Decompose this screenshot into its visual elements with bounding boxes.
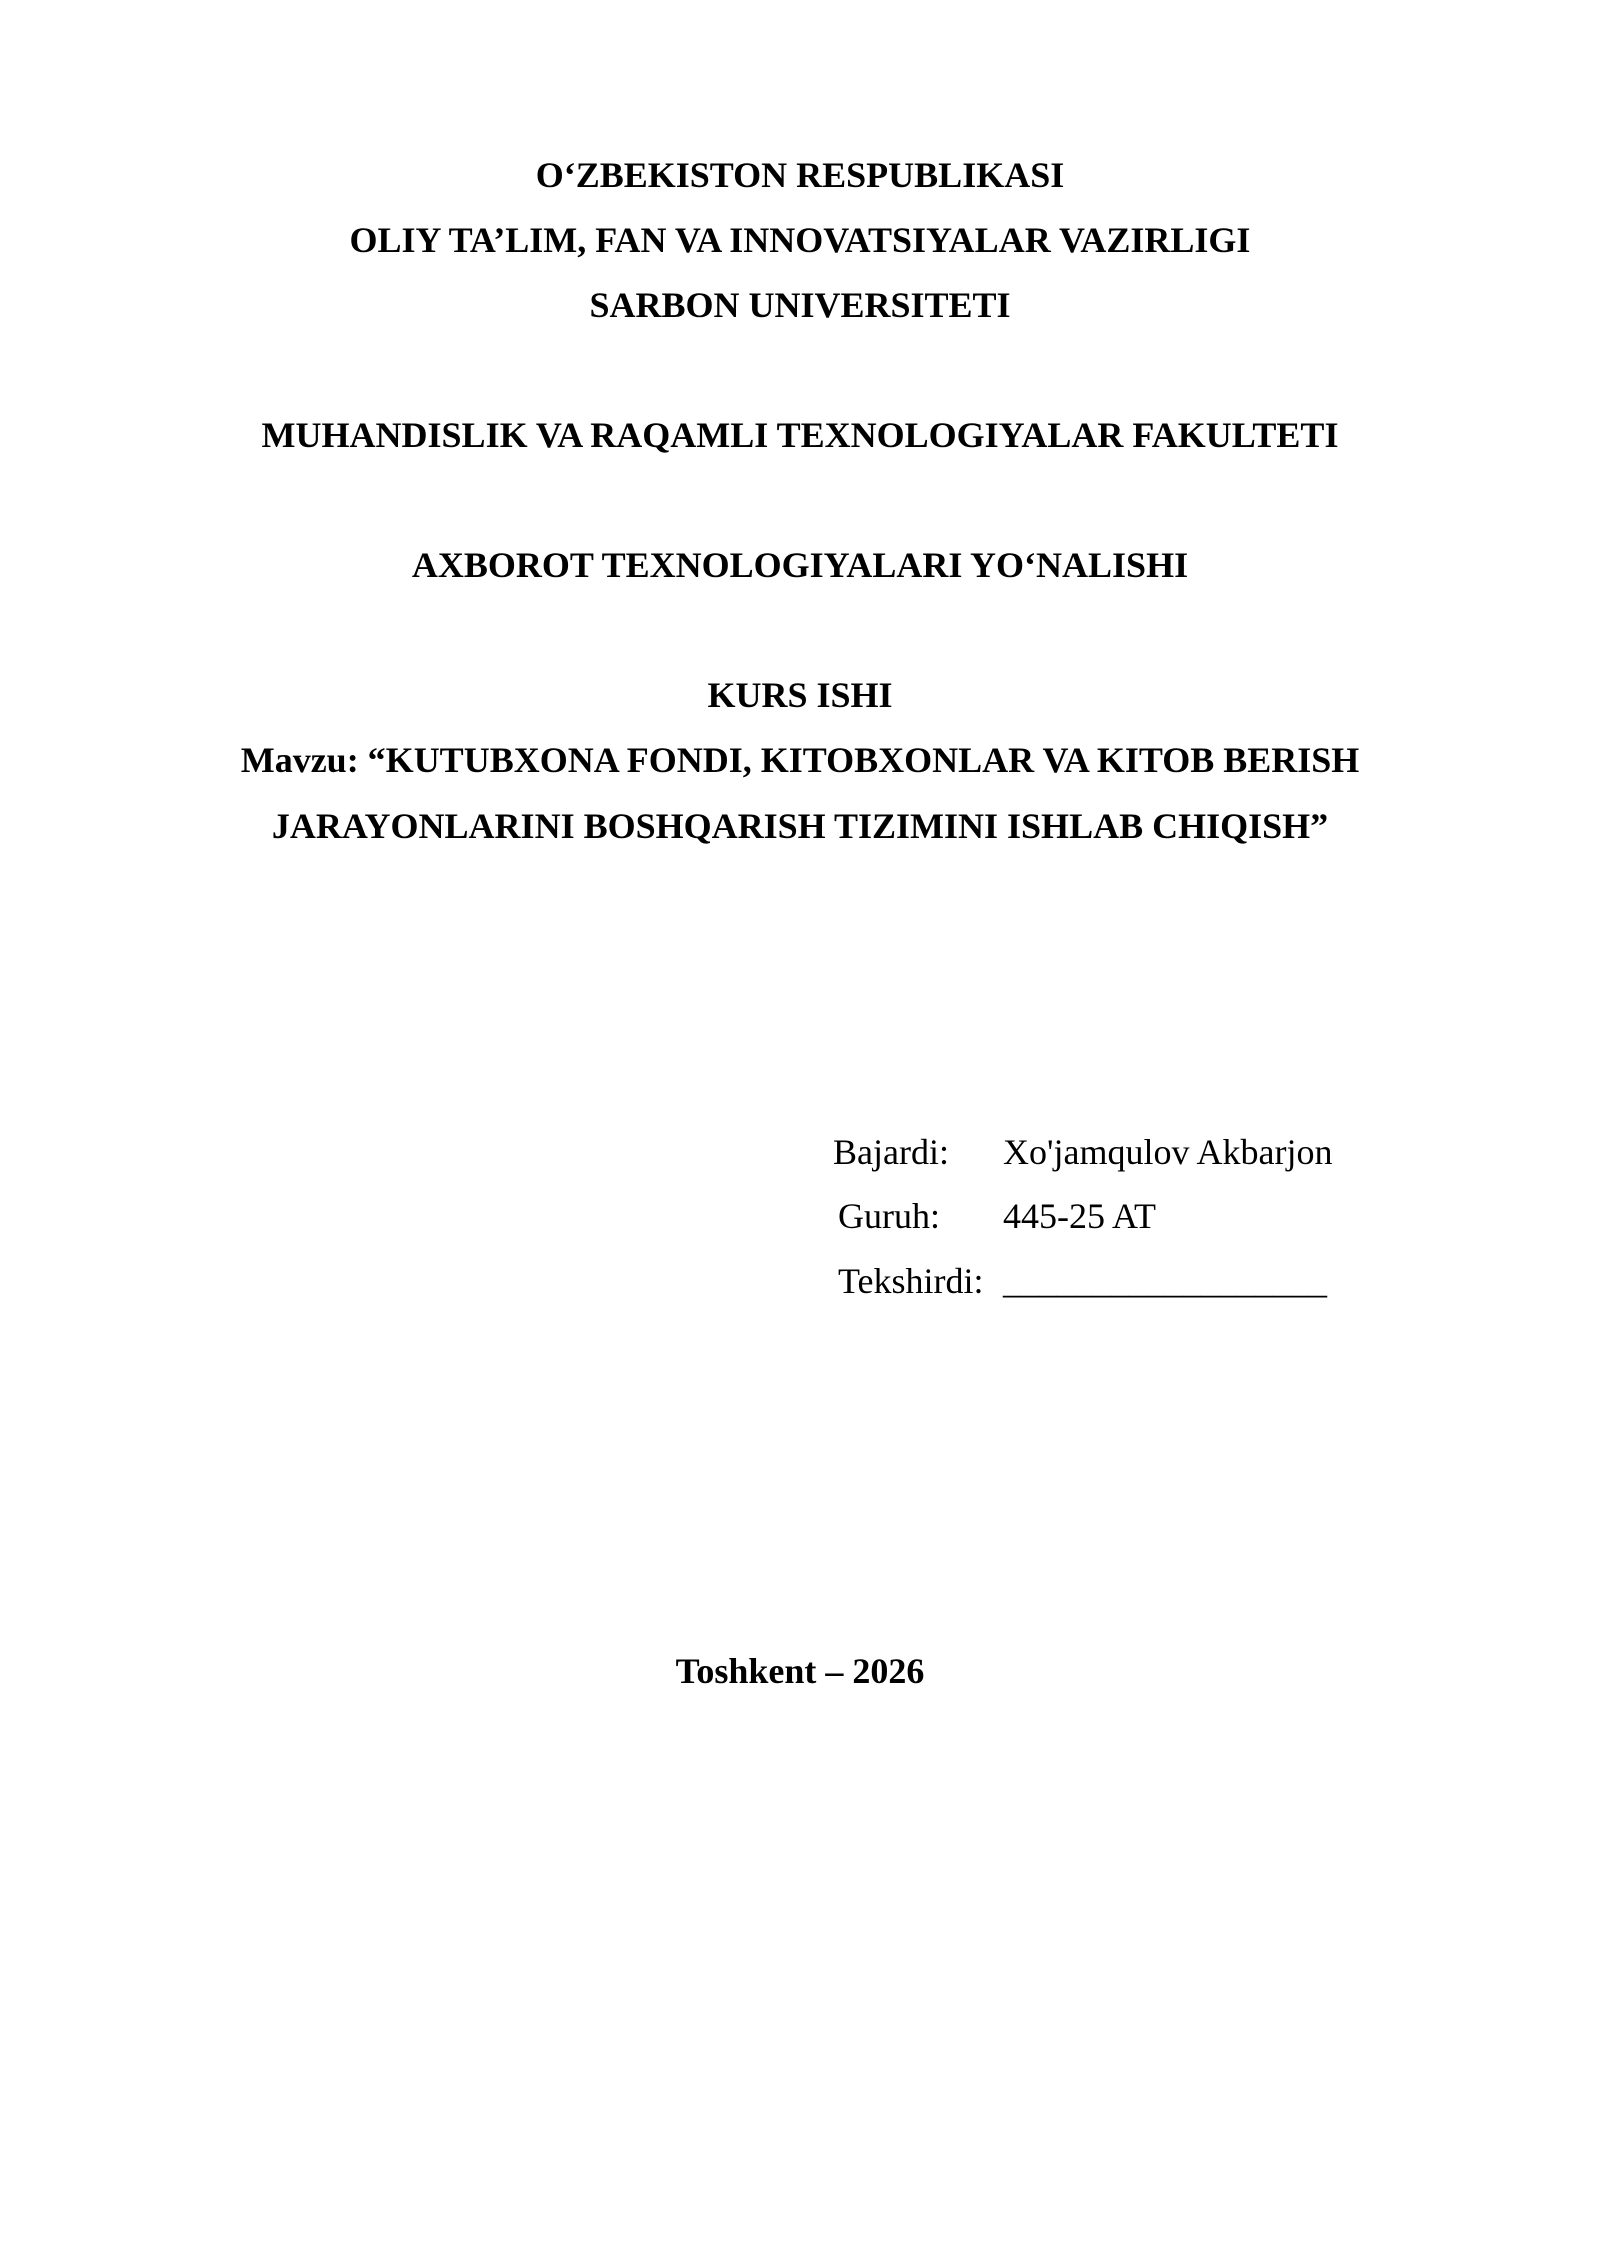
group-value: 445-25 AT (1003, 1196, 1156, 1236)
faculty-title: MUHANDISLIK VA RAQAMLI TEXNOLOGIYALAR FAKULTETI (261, 415, 1339, 455)
topic-line-1: Mavzu: “KUTUBXONA FONDI, KITOBXONLAR VA KITOB BERISH (240, 740, 1360, 780)
checked-value: __________________ (1003, 1261, 1327, 1301)
country-title: O‘ZBEKISTON RESPUBLIKASI (535, 155, 1065, 195)
work-type: KURS ISHI (707, 675, 893, 715)
checked-label: Tekshirdi: (838, 1261, 984, 1301)
topic-line-2: JARAYONLARINI BOSHQARISH TIZIMINI ISHLAB CHIQISH” (271, 806, 1329, 846)
direction-title: AXBOROT TEXNOLOGIYALARI YO‘NALISHI (411, 545, 1189, 585)
performed-label: Bajardi: (833, 1132, 949, 1172)
performed-value: Xo'jamqulov Akbarjon (1003, 1132, 1333, 1172)
university-title: SARBON UNIVERSITETI (589, 285, 1011, 325)
place-year: Toshkent – 2026 (675, 1651, 925, 1691)
group-label: Guruh: (838, 1196, 940, 1236)
ministry-title: OLIY TA’LIM, FAN VA INNOVATSIYALAR VAZIRLIGI (349, 220, 1251, 260)
